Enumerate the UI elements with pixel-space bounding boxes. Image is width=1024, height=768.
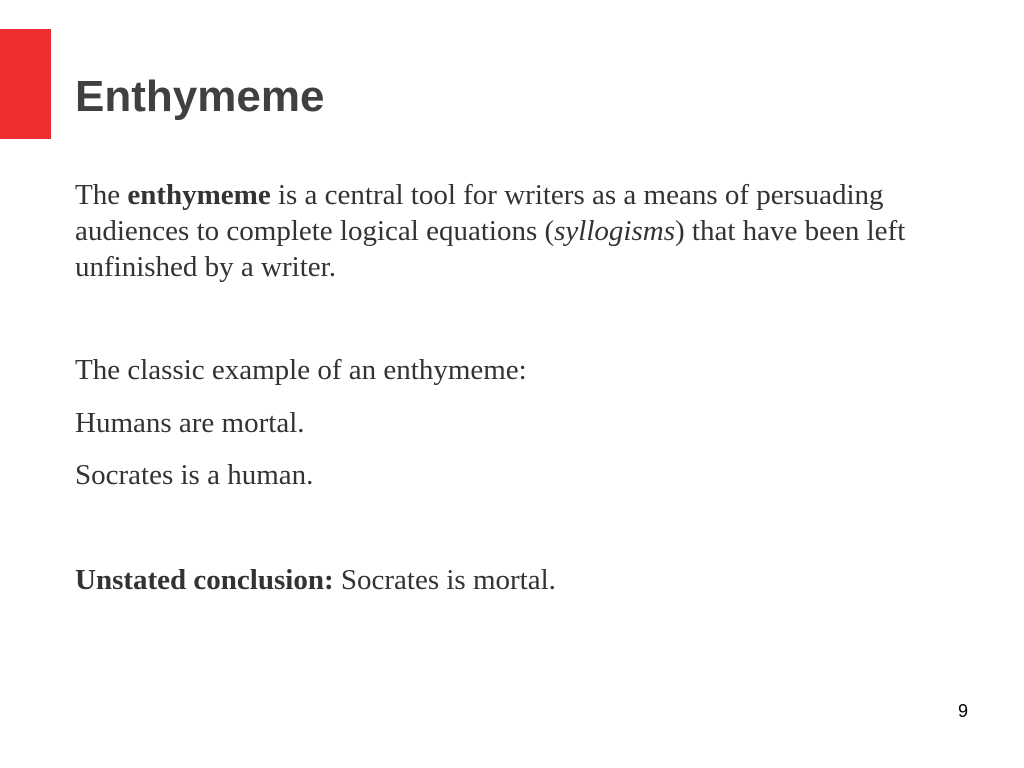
accent-bar (0, 29, 51, 139)
intro-text-end: ) that have been left unfinished by a writer. (75, 215, 906, 283)
slide-title: Enthymeme (75, 72, 325, 121)
intro-text-middle: is a central tool for writers as a means of persuading audiences to complete logical equations ( (75, 179, 884, 247)
conclusion-label: Unstated conclusion: (75, 564, 334, 596)
conclusion-line (75, 562, 955, 598)
page-number: 9 (957, 701, 968, 721)
premise-two: Socrates is a human. (75, 459, 314, 491)
conclusion-text: Socrates is mortal. (333, 564, 556, 596)
intro-text-start: The (75, 179, 128, 211)
syllogisms-term: syllogisms (554, 215, 675, 247)
classic-example-line: The classic example of an enthymeme: (75, 354, 527, 386)
enthymeme-term: enthymeme (127, 179, 271, 211)
premise-one: Humans are mortal. (75, 407, 305, 439)
intro-paragraph (75, 177, 955, 285)
